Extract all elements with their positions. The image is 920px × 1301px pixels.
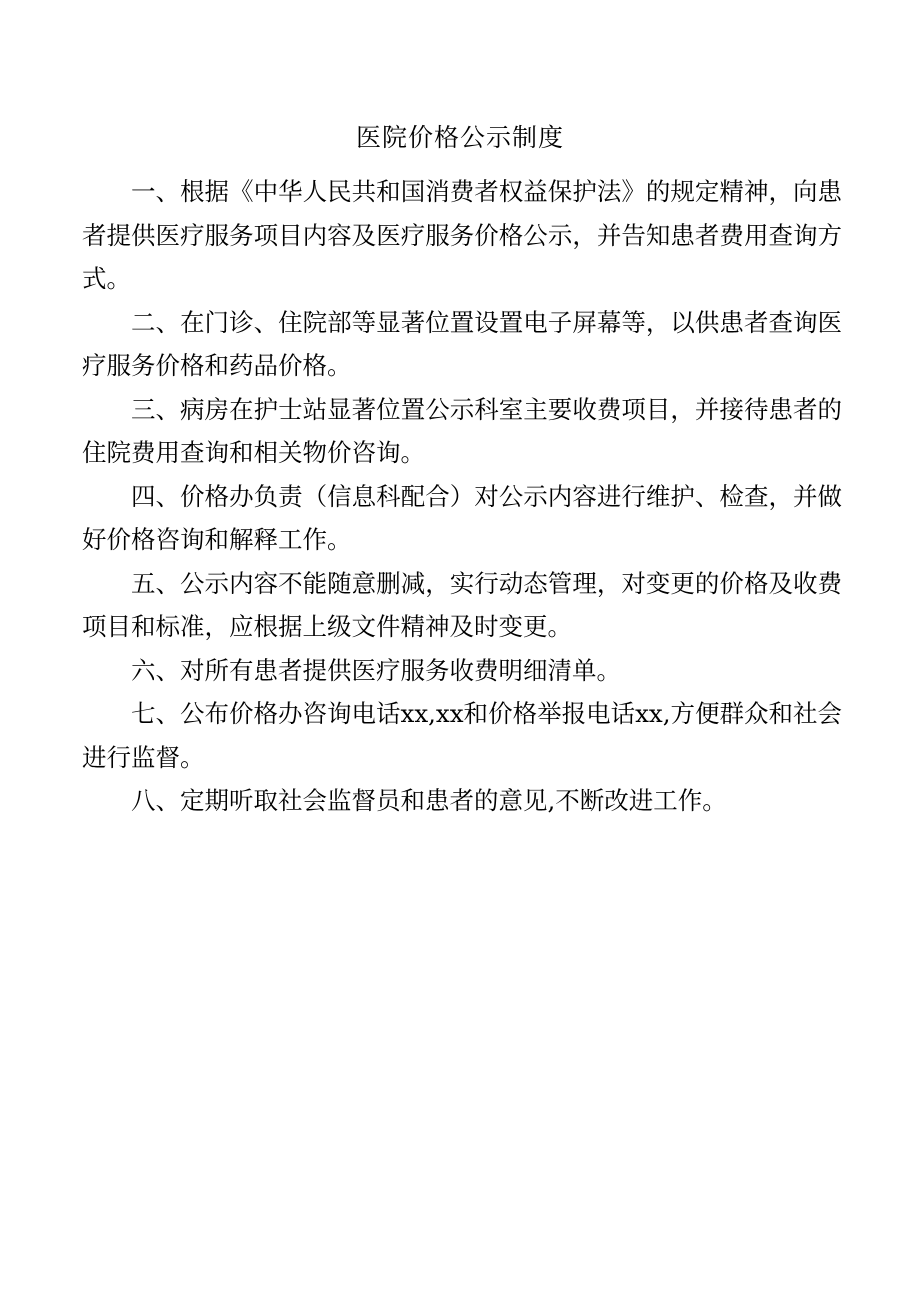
paragraph-6: 六、对所有患者提供医疗服务收费明细清单。 [131,655,621,685]
document-body [82,170,842,823]
document-title: 医院价格公示制度 [355,123,564,152]
paragraph-2: 二、在门诊、住院部等显著位置设置电子屏幕等，以供患者查询医疗服务价格和药品价格。 [82,307,842,380]
paragraph-1: 一、根据《中华人民共和国消费者权益保护法》的规定精神，向患者提供医疗服务项目内容及医疗服务价格公示，并告知患者费用查询方式。 [82,177,842,293]
paragraph-8: 八、定期听取社会监督员和患者的意见,不断改进工作。 [131,786,727,815]
paragraph-4: 四、价格办负责（信息科配合）对公示内容进行维护、检查，并做好价格咨询和解释工作。 [82,481,842,554]
paragraph-3: 三、病房在护士站显著位置公示科室主要收费项目，并接待患者的住院费用查询和相关物价咨询。 [82,394,842,467]
paragraph-7: 七、公布价格办咨询电话xx,xx和价格举报电话xx,方便群众和社会进行监督。 [82,699,842,772]
paragraph-5: 五、公示内容不能随意删减，实行动态管理，对变更的价格及收费项目和标准，应根据上级文件精神及时变更。 [82,568,842,641]
